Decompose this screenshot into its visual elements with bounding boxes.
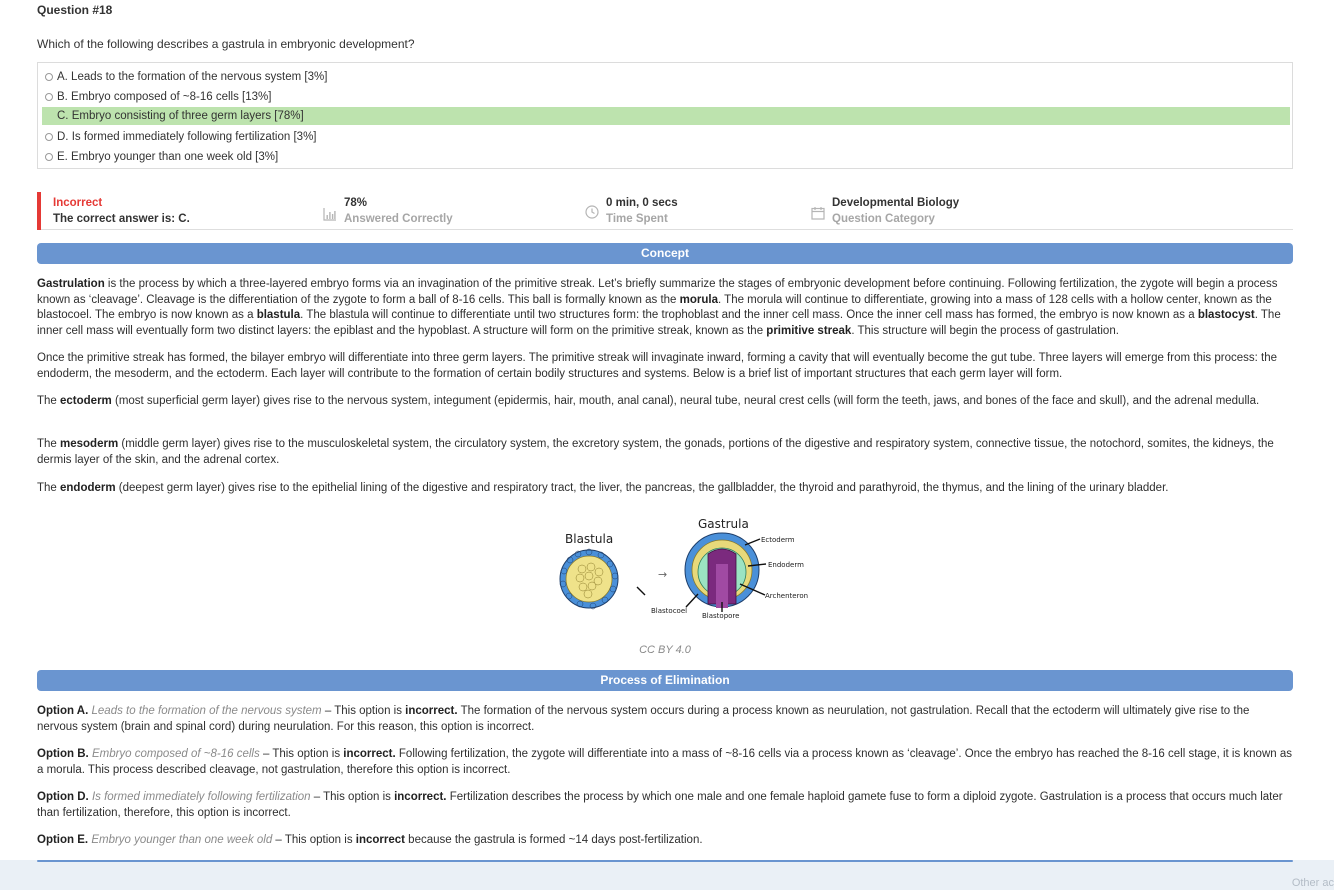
text-run: (deepest germ layer) gives rise to the epithelial lining of the digestive and respiratory tract, the liver, the pancreas, the gallbladder, the thyroid and parathyroid, the thymus, and the lining of the urinary bladder. (115, 482, 1169, 494)
radio-icon[interactable] (45, 153, 53, 161)
option-tag: Option E. (37, 834, 89, 846)
text-run: . This structure will begin the process of gastrulation. (851, 324, 1119, 337)
option-statement: Leads to the formation of the nervous system (91, 705, 322, 717)
clock-icon (585, 205, 599, 219)
radio-icon[interactable] (45, 93, 53, 101)
term: ectoderm (60, 395, 112, 407)
term: mesoderm (60, 438, 119, 450)
text-run: Following fertilization, the zygote will differentiate into a mass of ~8-16 cells via a process known as ‘cleavage’. Once the embryo has reached the 8-16 cell stage, it is known as a morula. This process described cleavage, not gastrulation, therefore this option is incorrect. (37, 748, 1292, 776)
blastula-label: Blastula (565, 532, 614, 546)
gastrula-label: Gastrula (698, 517, 749, 531)
radio-icon[interactable] (45, 133, 53, 141)
text-run: The (37, 395, 61, 407)
bottom-toolbar (0, 860, 1334, 890)
option-tag: Option B. (37, 748, 89, 760)
option-label: E. Embryo younger than one week old [3%] (57, 151, 279, 163)
option-label: B. Embryo composed of ~8-16 cells [13%] (57, 91, 272, 103)
concept-paragraph-2: Once the primitive streak has formed, the bilayer embryo will differentiate into three germ layers. The primitive streak will invaginate inward, forming a cavity that will eventually become the gut tube. Three layers will emerge from this process: the endoderm, the mesoderm, and the ectoderm. Each layer will contribute to the formation of certain bodily structures and systems. Below is a brief list of important structures that each germ layer will form. (37, 352, 1277, 380)
term: Gastrulation (37, 278, 105, 290)
question-number: Question #18 (37, 3, 113, 17)
other-actions-link[interactable]: Other ac (1291, 877, 1334, 889)
bar-chart-icon (323, 207, 337, 221)
elimination-option-a (37, 704, 1293, 735)
figure-caption: CC BY 4.0 (639, 644, 691, 656)
text-run: The (37, 438, 61, 450)
text-run: . The morula will continue to differentiate, growing into a mass of 128 cells with a hollow center, known as the blastocoel. The embryo is now known as a (37, 293, 1272, 321)
option-e[interactable] (42, 148, 1290, 166)
elimination-option-e (37, 833, 1293, 849)
elimination-option-d (37, 790, 1293, 821)
option-a[interactable] (42, 68, 1290, 86)
term: morula (679, 293, 718, 306)
arrow-icon: → (658, 568, 668, 581)
correct-answer: The correct answer is: C. (53, 213, 190, 225)
text-run: . The blastula will continue to differentiate until two structures form: the trophoblast and the inner cell mass. Once the inner cell mass has formed, the embryo is now known as a (300, 309, 1198, 321)
text-run: – This option is (272, 834, 356, 846)
option-tag: Option A. (37, 705, 89, 717)
option-d[interactable] (42, 128, 1290, 146)
option-statement: Is formed immediately following fertilization (91, 791, 311, 803)
option-label: C. Embryo consisting of three germ layers [78%] (57, 110, 304, 122)
time-label: Time Spent (606, 213, 668, 225)
time-value: 0 min, 0 secs (606, 197, 678, 209)
option-label: A. Leads to the formation of the nervous system [3%] (57, 71, 328, 83)
concept-heading: Concept (37, 243, 1293, 264)
result-summary (37, 192, 1293, 230)
concept-paragraph-3 (37, 394, 1293, 410)
term: primitive streak (766, 324, 852, 337)
term: endoderm (60, 482, 116, 494)
verdict: incorrect. (343, 748, 396, 760)
text-run: Fertilization describes the process by which one male and one female haploid gamete fuse to form a diploid zygote. Gastrulation is a process that occurs much later than fertilization, therefore, this option is incorrect. (37, 791, 1283, 819)
verdict: incorrect. (394, 791, 447, 803)
section-divider (37, 860, 1293, 862)
gastrulation-figure (555, 514, 809, 624)
elimination-heading: Process of Elimination (37, 670, 1293, 691)
concept-paragraph-1 (37, 277, 1293, 339)
incorrect-indicator (37, 192, 41, 230)
text-run: (middle germ layer) gives rise to the musculoskeletal system, the circulatory system, the excretory system, the gonads, portions of the digestive and respiratory system, connective tissue, the notochord, somites, the kidneys, the dermis layer of the skin, and the adrenal cortex. (37, 438, 1274, 466)
blastocoel-label: Blastocoel (651, 607, 688, 615)
text-run: . The inner cell mass will eventually form two distinct layers: the epiblast and the hypoblast. A structure will form on the primitive streak, known as the (37, 309, 1281, 337)
verdict: incorrect (355, 834, 405, 846)
calendar-icon (811, 206, 825, 220)
answered-label: Answered Correctly (344, 213, 453, 225)
term: blastocyst (1197, 309, 1255, 321)
option-statement: Embryo composed of ~8-16 cells (91, 748, 260, 760)
answered-value: 78% (344, 197, 368, 209)
text-run: is the process by which a three-layered embryo forms via an invagination of the primitive streak. Let’s briefly summarize the stages of embryonic development before continuing. Following fertilization, the zygote will begin a process known as ‘cleavage’. Cleavage is the differentiation of the zygote to form a ball of 8-16 cells. This ball is formally known as the (37, 278, 1278, 306)
question-text: Which of the following describes a gastrula in embryonic development? (37, 37, 415, 51)
text-run: The formation of the nervous system occurs during a process known as neurulation, not gastrulation. Recall that the ectoderm will ultimately give rise to the nervous system (brain and spinal cord) during neurulation. For this reason, this option is incorrect. (37, 705, 1250, 733)
radio-icon[interactable] (45, 73, 53, 81)
elimination-option-b (37, 747, 1293, 778)
text-run: – This option is (321, 705, 406, 717)
blastopore-label: Blastopore (702, 612, 740, 620)
concept-paragraph-5 (37, 481, 1293, 497)
endoderm-label: Endoderm (768, 561, 804, 569)
category-label: Question Category (832, 213, 935, 225)
text-run: – This option is (259, 748, 344, 760)
option-statement: Embryo younger than one week old (91, 834, 273, 846)
answer-options (37, 62, 1293, 169)
ectoderm-label: Ectoderm (761, 536, 795, 544)
option-tag: Option D. (37, 791, 89, 803)
text-run: because the gastrula is formed ~14 days post-fertilization. (404, 834, 703, 846)
text-run: The (37, 482, 61, 494)
category-value: Developmental Biology (832, 197, 960, 209)
option-c-correct[interactable] (42, 107, 1290, 125)
option-label: D. Is formed immediately following fertilization [3%] (57, 131, 317, 143)
archenteron-label: Archenteron (765, 592, 809, 600)
text-run: – This option is (310, 791, 395, 803)
concept-paragraph-4 (37, 437, 1293, 468)
text-run: (most superficial germ layer) gives rise to the nervous system, integument (epidermis, hair, mouth, anal canal), neural tube, neural crest cells (will form the teeth, jaws, and bones of the face and skull), and the adrenal medulla. (111, 395, 1260, 407)
result-status: Incorrect (53, 197, 103, 209)
verdict: incorrect. (405, 705, 458, 717)
term: blastula (256, 309, 301, 321)
option-b[interactable] (42, 88, 1290, 106)
blastula-drawing (560, 549, 618, 609)
